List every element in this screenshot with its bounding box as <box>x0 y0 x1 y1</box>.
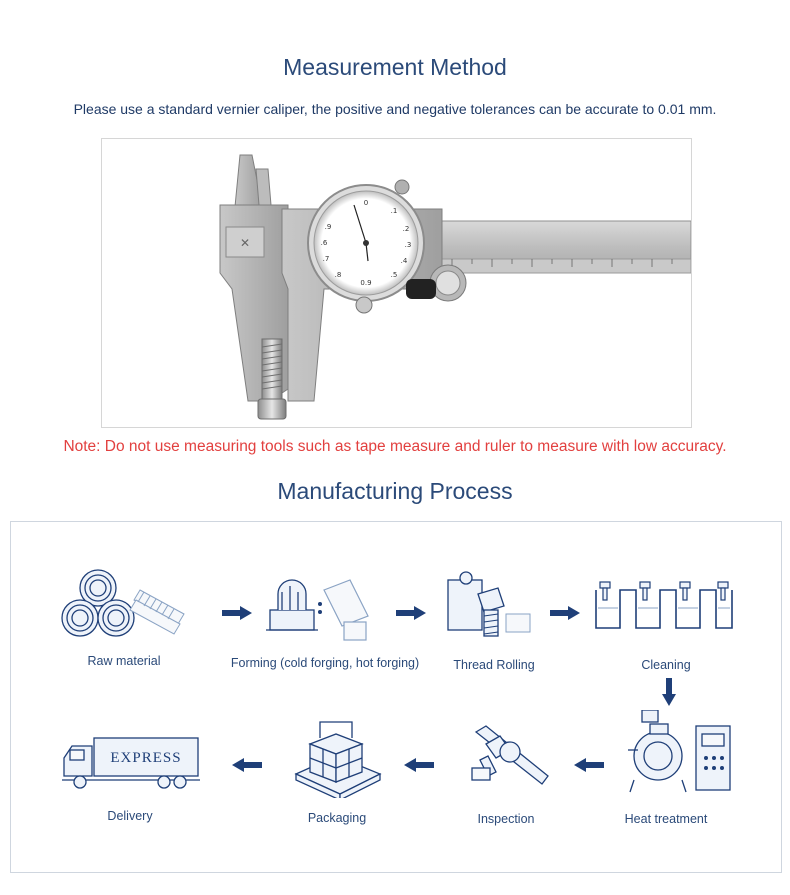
forming-icon <box>264 572 374 644</box>
svg-text:.7: .7 <box>322 255 330 263</box>
arrow-right-icon <box>396 606 426 620</box>
cleaning-icon <box>592 578 736 634</box>
arrow-left-icon <box>232 758 262 772</box>
packaging-icon <box>290 716 386 798</box>
step-label-raw-material: Raw material <box>87 654 161 668</box>
caliper-photo <box>101 138 692 428</box>
thread-rolling-icon <box>444 570 536 642</box>
vernier-caliper-image <box>102 139 691 427</box>
arrow-right-icon <box>550 606 580 620</box>
step-label-inspection: Inspection <box>477 812 535 826</box>
inspection-icon <box>466 722 552 792</box>
svg-text:.1: .1 <box>390 207 398 215</box>
svg-text:.5: .5 <box>390 271 398 279</box>
arrow-left-icon <box>404 758 434 772</box>
svg-text:.4: .4 <box>400 257 408 265</box>
step-label-delivery: Delivery <box>107 809 153 823</box>
svg-text:.9: .9 <box>324 223 332 231</box>
arrow-right-icon <box>222 606 252 620</box>
svg-text:.2: .2 <box>402 225 410 233</box>
step-label-forming: Forming (cold forging, hot forging) <box>230 656 420 670</box>
step-label-thread-rolling: Thread Rolling <box>453 658 535 672</box>
delivery-truck-icon <box>60 736 202 792</box>
heat-treatment-icon <box>624 710 734 796</box>
svg-text:0: 0 <box>363 199 369 207</box>
svg-text:.3: .3 <box>404 241 412 249</box>
svg-text:.8: .8 <box>334 271 342 279</box>
measurement-subtitle: Please use a standard vernier caliper, the positive and negative tolerances can be accurate to 0.01 mm. <box>73 101 717 117</box>
truck-express-text: EXPRESS <box>110 750 182 766</box>
measurement-title: Measurement Method <box>283 54 507 80</box>
arrow-down-icon <box>662 678 676 706</box>
measurement-note: Note: Do not use measuring tools such as tape measure and ruler to measure with low accuracy. <box>63 438 727 455</box>
arrow-left-icon <box>574 758 604 772</box>
svg-text:.6: .6 <box>320 239 328 247</box>
svg-text:0.9: 0.9 <box>360 279 372 287</box>
svg-text:✕: ✕ <box>239 236 251 250</box>
step-label-cleaning: Cleaning <box>641 658 691 672</box>
manufacturing-title: Manufacturing Process <box>277 478 513 504</box>
step-label-packaging: Packaging <box>307 811 367 825</box>
raw-material-icon <box>60 566 196 646</box>
step-label-heat-treatment: Heat treatment <box>624 812 708 826</box>
